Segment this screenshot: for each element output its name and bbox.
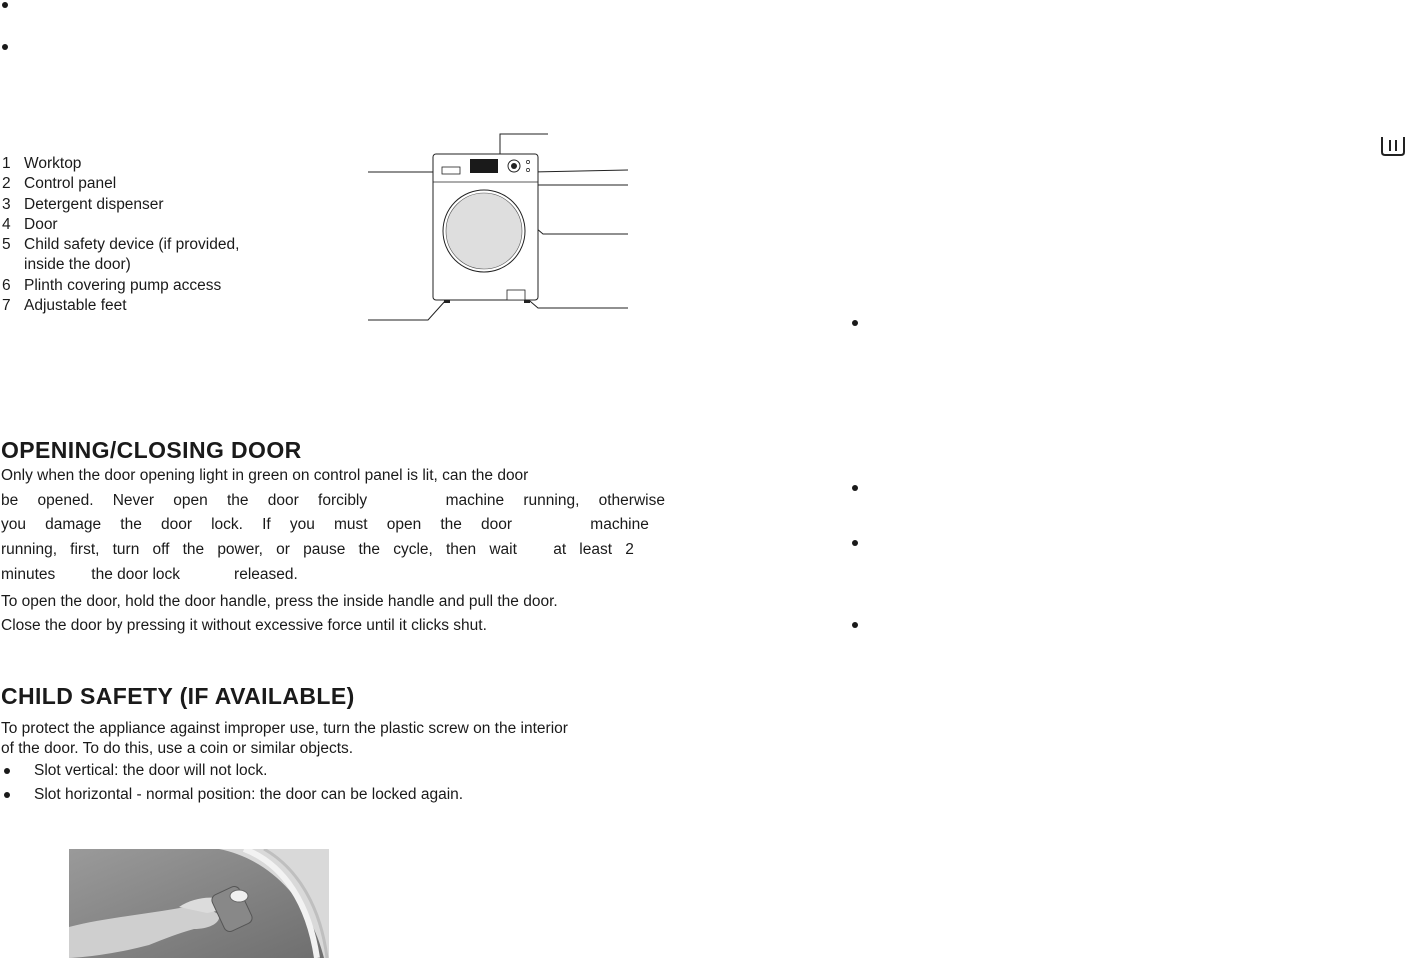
bullet-marker [852,485,858,491]
door-glass [446,193,522,269]
legend-item: 2 Control panel [2,175,117,193]
legend-item: 4 Door [2,215,58,233]
legend-item: 7 Adjustable feet [2,297,127,315]
opening-text-line-1: Only when the door opening light in green on control panel is lit, can the door [1,467,529,484]
opening-text-line-3: you damage the door lock. If you must open the door machine [1,516,649,533]
display-panel [470,159,498,173]
child-safety-paragraph-line-1: To protect the appliance against improper use, turn the plastic screw on the interior [1,720,568,737]
legend-item: 1 Worktop [2,155,82,172]
legend-item-continuation: inside the door) [24,256,131,274]
legend-item: 5 Child safety device (if provided, [2,236,240,254]
parts-legend [2,154,239,316]
adjustable-foot [444,300,450,303]
opening-text-line-6: To open the door, hold the door handle, press the inside handle and pull the door. [1,593,558,610]
opening-text-line-7: Close the door by pressing it without excessive force until it clicks shut. [1,617,487,634]
section-title-child-safety: CHILD SAFETY (IF AVAILABLE) [1,683,355,709]
adjustable-foot [524,300,530,303]
opening-text-line-2: be opened. Never open the door forcibly machine running, otherwise [1,492,665,509]
washing-machine-diagram [360,128,640,328]
child-safety-bullet: Slot horizontal - normal position: the door can be locked again. [1,786,463,804]
opening-text-line-5: minutes the door lock released. [1,566,298,583]
detergent-dispenser [442,167,460,174]
leader-line-control-panel [532,170,628,172]
bullet-marker [2,44,8,50]
bullet-marker [2,2,8,8]
bullet-marker [4,768,10,774]
child-safety-bullet: Slot vertical: the door will not lock. [1,762,267,780]
plinth-pump-access [507,290,525,300]
bullet-marker [852,622,858,628]
opening-text-line-4: running, first, turn off the power, or pause the cycle, then wait at least 2 [1,541,634,558]
leader-line-plinth [524,296,628,308]
plastic-screw [230,890,248,902]
legend-item: 6 Plinth covering pump access [2,276,222,294]
child-safety-photo [69,849,329,958]
child-safety-paragraph-line-2: of the door. To do this, use a coin or similar objects. [1,740,354,757]
legend-item: 3 Detergent dispenser [2,195,164,213]
dispenser-compartment-II-icon [1380,135,1406,157]
leader-line-worktop [500,134,548,154]
bullet-marker [852,320,858,326]
bullet-marker [4,792,10,798]
program-knob-center [511,163,517,169]
bullet-marker [852,540,858,546]
section-title-opening-door: OPENING/CLOSING DOOR [1,437,302,463]
leader-line-feet [368,300,446,320]
